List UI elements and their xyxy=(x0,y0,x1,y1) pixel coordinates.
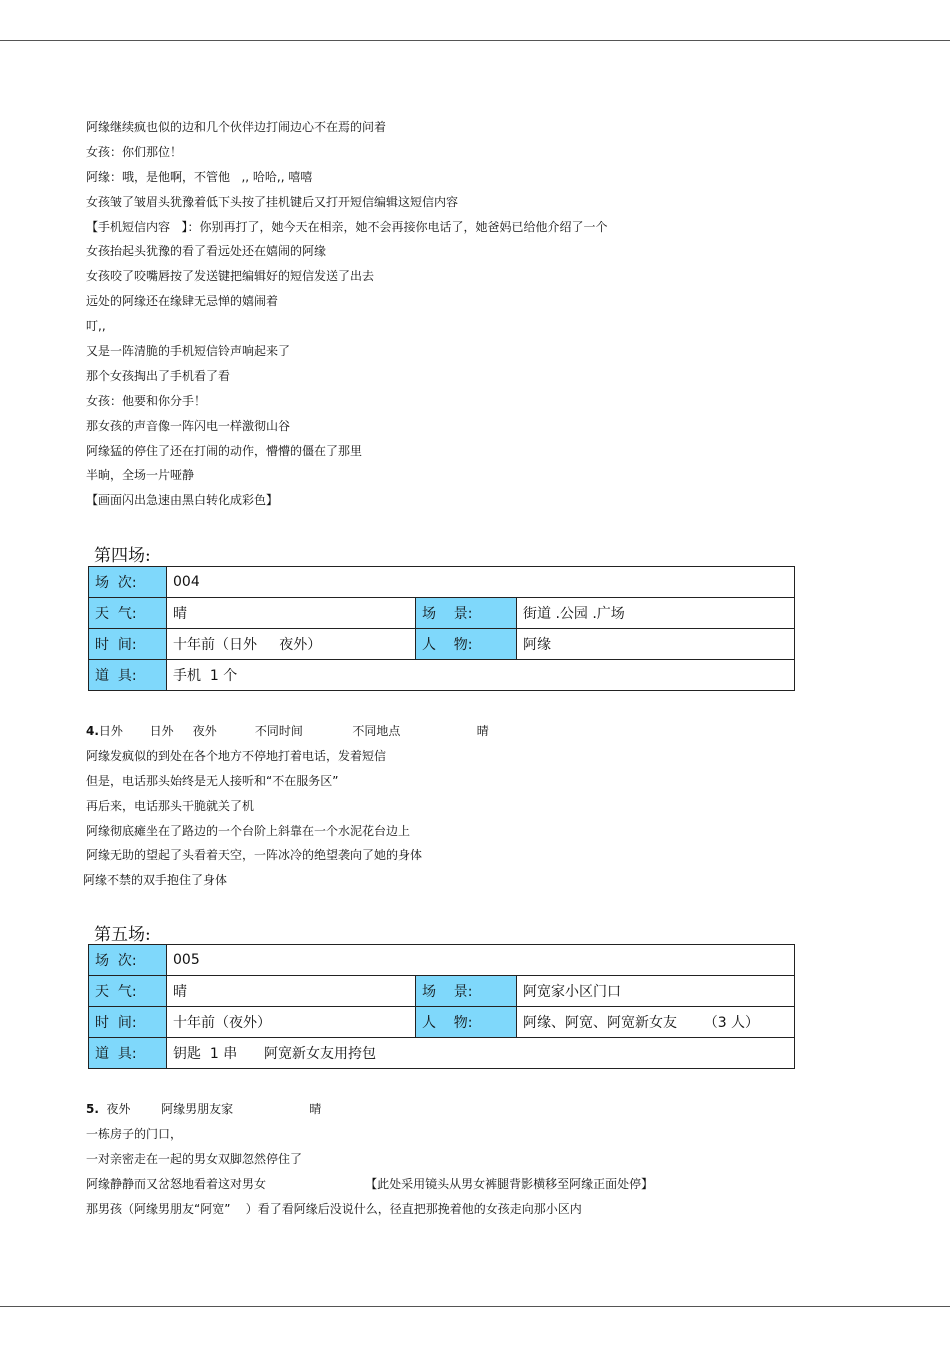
table-row xyxy=(89,660,795,691)
script-line: 一栋房子的门口， xyxy=(86,1126,183,1141)
script-line: 阿缘继续疯也似的边和几个伙伴边打闹边心不在焉的问着 xyxy=(86,120,387,134)
characters-value: 阿缘、阿宽、阿宽新女友 （3 人） xyxy=(517,1007,795,1038)
characters-label: 人 物: xyxy=(416,1007,517,1038)
shot-number: 4. xyxy=(86,724,99,738)
script-line: 阿缘不禁的双手抱住了身体 xyxy=(83,873,228,888)
table-row xyxy=(89,1007,795,1038)
script-section-2 xyxy=(83,719,886,893)
script-line: 【画面闪出急速由黑白转化成彩色】 xyxy=(86,493,279,508)
script-line: 远处的阿缘还在缘肆无忌惮的嬉闹着 xyxy=(86,294,279,309)
time-value: 十年前（夜外） xyxy=(167,1007,416,1038)
weather-value: 晴 xyxy=(167,598,416,629)
table-row xyxy=(89,945,795,976)
scene-5-table xyxy=(88,944,795,1069)
scene-4-title: 第四场: xyxy=(94,546,151,566)
scene-5-title: 第五场: xyxy=(94,925,151,945)
characters-value: 阿缘 xyxy=(517,629,795,660)
table-row xyxy=(89,976,795,1007)
shot-heading xyxy=(86,1097,886,1122)
shot-heading-text: 夜外 阿缘男朋友家 晴 xyxy=(98,1102,322,1116)
script-section-1 xyxy=(86,115,886,513)
script-section-3 xyxy=(86,1097,886,1221)
script-line: 阿缘发疯似的到处在各个地方不停地打着电话，发着短信 xyxy=(86,748,387,763)
shot-heading-text: 日外 日外 夜外 不同时间 不同地点 晴 xyxy=(98,724,489,738)
location-value: 街道 .公园 .广场 xyxy=(517,598,795,629)
script-line: 叮,, xyxy=(86,319,106,334)
script-line: 女孩咬了咬嘴唇按了发送键把编辑好的短信发送了出去 xyxy=(86,269,375,284)
script-line: 女孩皱了皱眉头犹豫着低下头按了挂机键后又打开短信编辑这短信内容 xyxy=(86,194,459,209)
script-line: 阿缘静静而又岔怒地看着这对男女 【此处采用镜头从男女裤腿背影横移至阿缘正面处停】 xyxy=(86,1176,654,1191)
time-value: 十年前（日外 夜外） xyxy=(167,629,416,660)
weather-label: 天 气: xyxy=(89,976,167,1007)
script-line: 女孩：你们那位！ xyxy=(86,144,183,159)
script-line: 阿缘无助的望起了头看着天空，一阵冰冷的绝望袭向了她的身体 xyxy=(86,848,423,863)
table-row xyxy=(89,598,795,629)
script-line: 阿缘：哦，是他啊，不管他 ,, 哈哈,, 嘻嘻 xyxy=(86,169,313,184)
footer-rule xyxy=(0,1306,950,1307)
props-label: 道 具: xyxy=(89,660,167,691)
script-line: 女孩抬起头犹豫的看了看远处还在嬉闹的阿缘 xyxy=(86,244,327,259)
props-value: 钥匙 1 串 阿宽新女友用挎包 xyxy=(167,1038,795,1069)
shot-heading xyxy=(86,719,886,744)
location-label: 场 景: xyxy=(416,976,517,1007)
table-row xyxy=(89,1038,795,1069)
script-line: 女孩：他要和你分手！ xyxy=(86,393,207,408)
script-line: 一对亲密走在一起的男女双脚忽然停住了 xyxy=(86,1151,303,1166)
table-row xyxy=(89,629,795,660)
script-line: 【手机短信内容 】：你别再打了，她今天在相亲，她不会再接你电话了，她爸妈已给他介绍了一个 xyxy=(86,219,608,234)
scene-number-value: 004 xyxy=(167,567,795,598)
weather-label: 天 气: xyxy=(89,598,167,629)
scene-number-value: 005 xyxy=(167,945,795,976)
header-rule xyxy=(0,40,950,41)
weather-value: 晴 xyxy=(167,976,416,1007)
time-label: 时 间: xyxy=(89,1007,167,1038)
script-line: 但是，电话那头始终是无人接听和“不在服务区” xyxy=(86,773,339,788)
location-value: 阿宽家小区门口 xyxy=(517,976,795,1007)
script-line: 半晌，全场一片哑静 xyxy=(86,468,195,483)
script-line: 再后来，电话那头干脆就关了机 xyxy=(86,798,255,813)
location-label: 场 景: xyxy=(416,598,517,629)
table-row xyxy=(89,567,795,598)
script-line: 那女孩的声音像一阵闪电一样激彻山谷 xyxy=(86,418,291,433)
props-value: 手机 1 个 xyxy=(167,660,795,691)
scene-number-label: 场 次: xyxy=(89,945,167,976)
shot-number: 5. xyxy=(86,1102,99,1116)
script-line: 又是一阵清脆的手机短信铃声响起来了 xyxy=(86,344,291,359)
script-line: 那个女孩掏出了手机看了看 xyxy=(86,368,231,383)
characters-label: 人 物: xyxy=(416,629,517,660)
scene-number-label: 场 次: xyxy=(89,567,167,598)
time-label: 时 间: xyxy=(89,629,167,660)
scene-4-table xyxy=(88,566,795,691)
props-label: 道 具: xyxy=(89,1038,167,1069)
script-line: 那男孩（阿缘男朋友“阿宽” ）看了看阿缘后没说什么，径直把那挽着他的女孩走向那小区内 xyxy=(86,1201,582,1216)
script-line: 阿缘彻底瘫坐在了路边的一个台阶上斜靠在一个水泥花台边上 xyxy=(86,823,411,838)
script-line: 阿缘猛的停住了还在打闹的动作，懵懵的僵在了那里 xyxy=(86,443,363,458)
